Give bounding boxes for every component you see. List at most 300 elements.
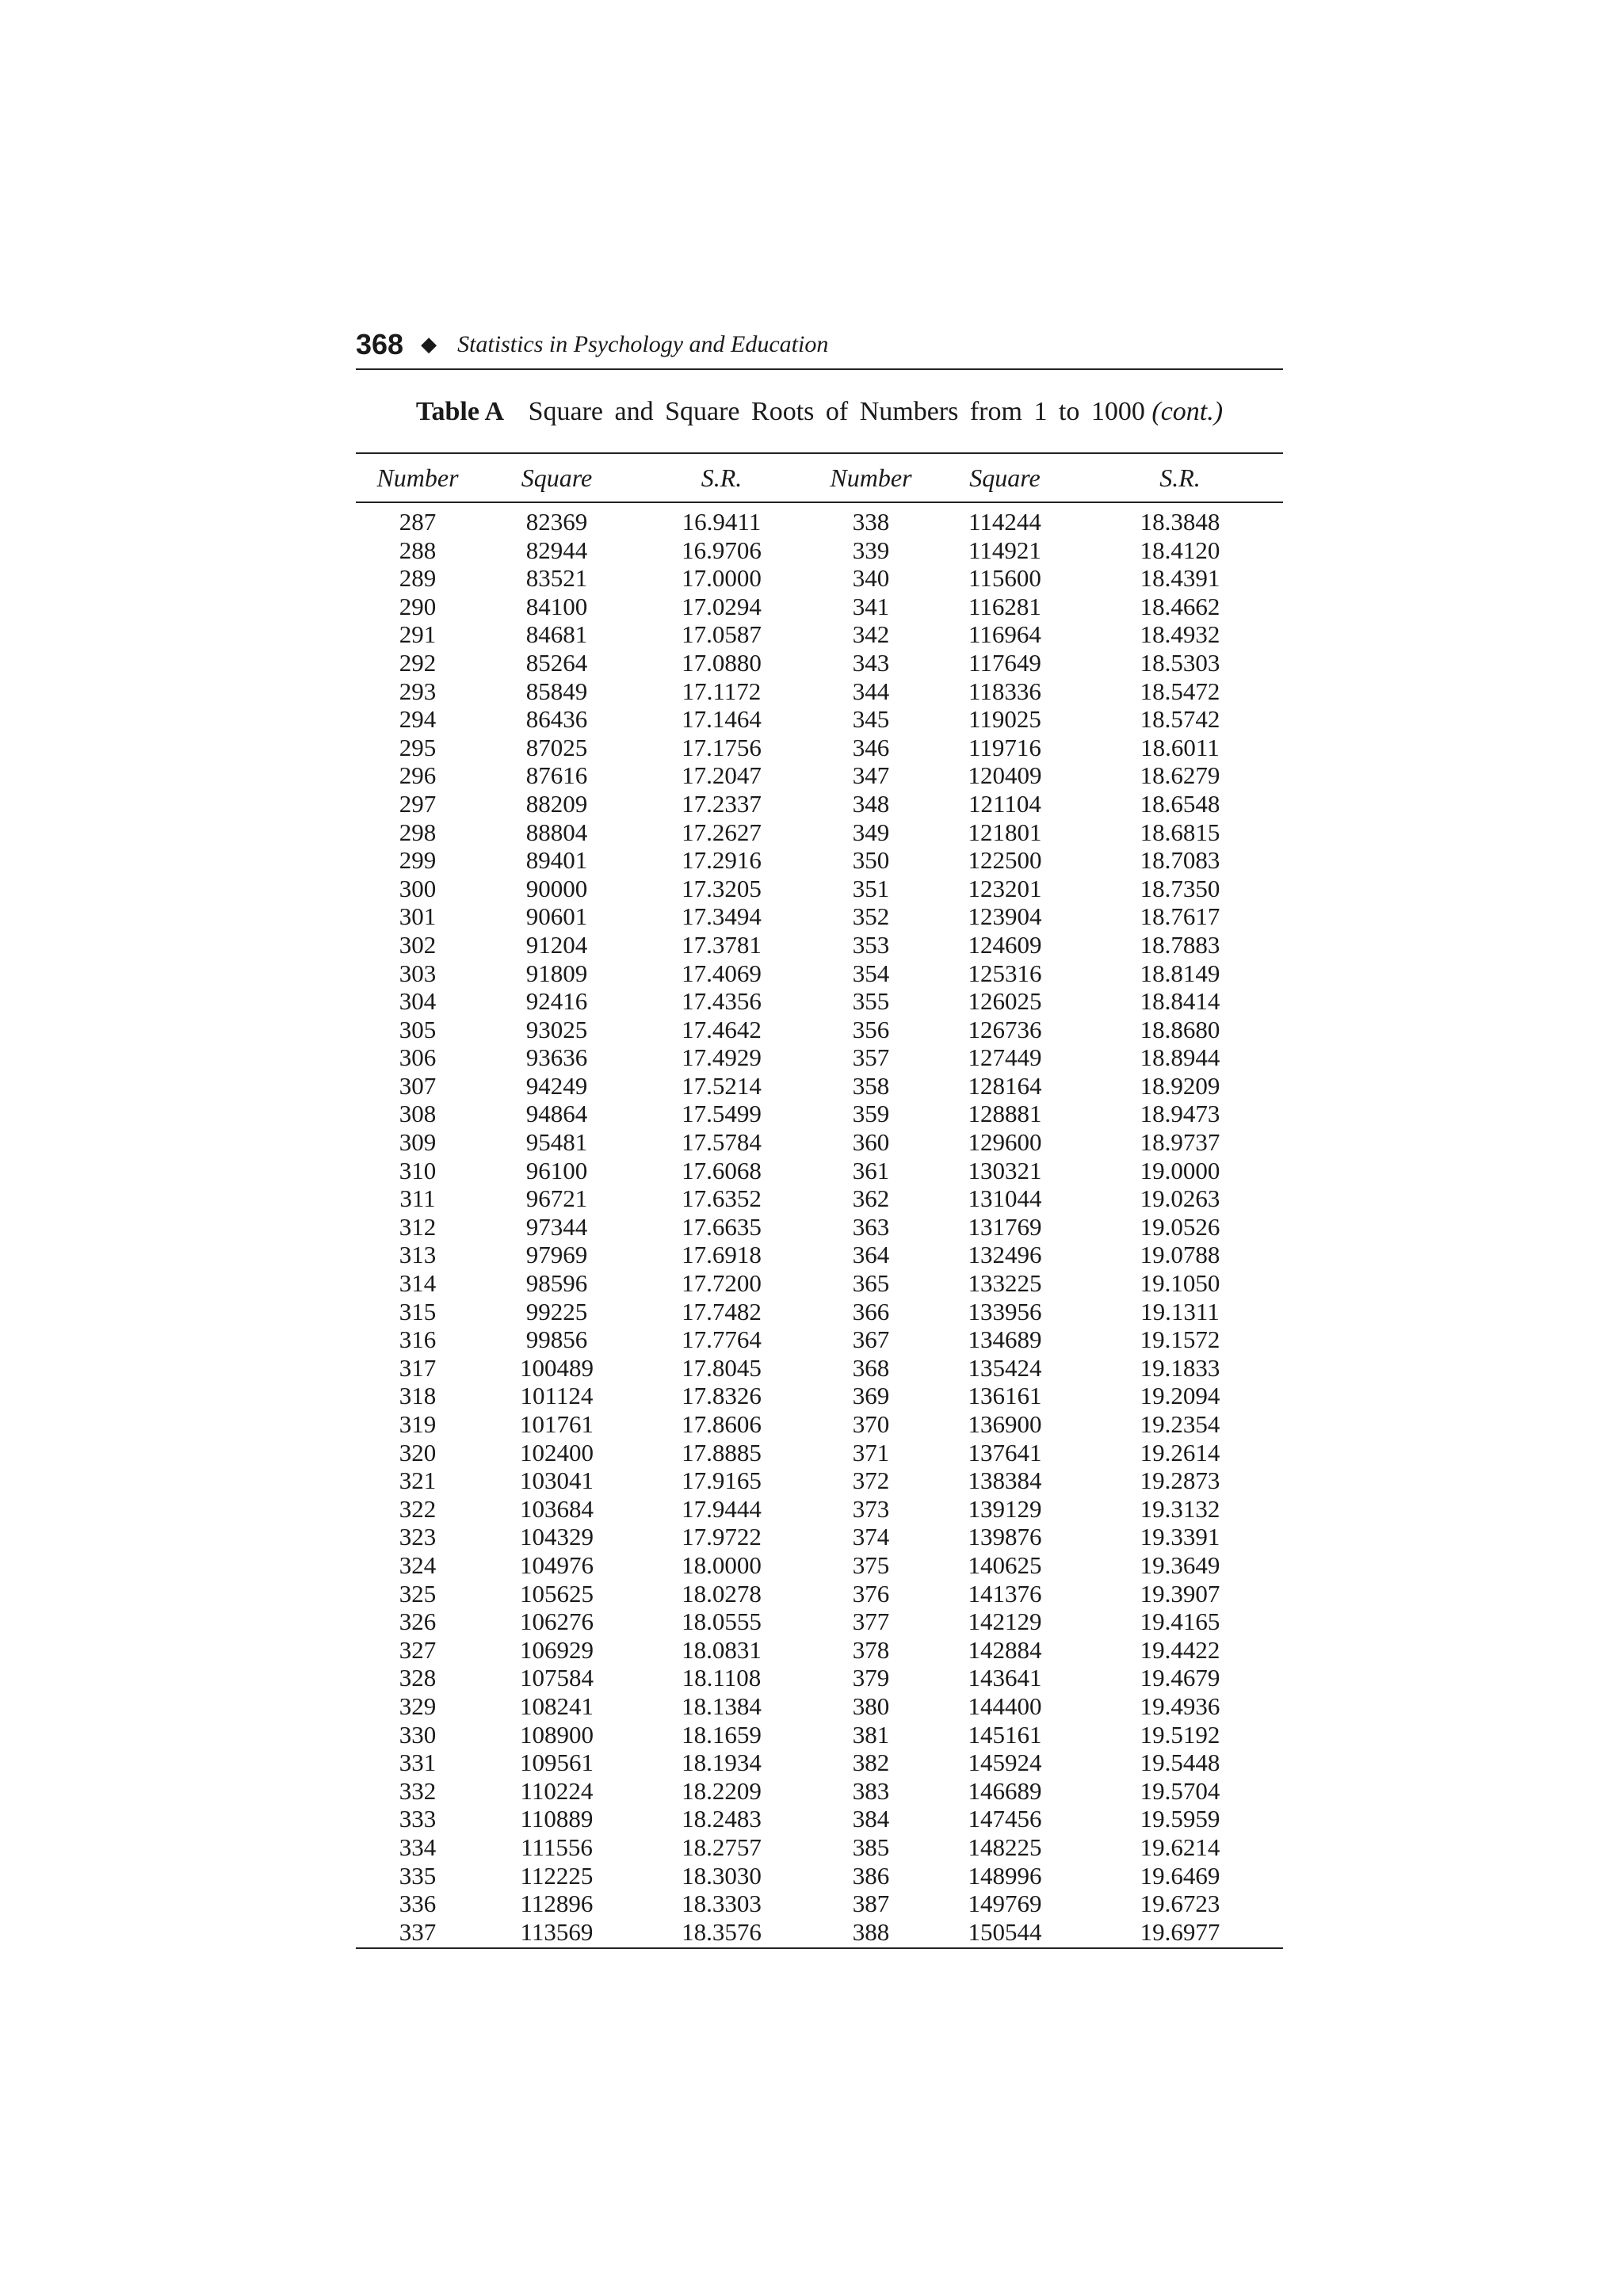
table-caption <box>356 392 1283 432</box>
number-cell: 305 <box>399 1015 437 1043</box>
square-cell: 131044 <box>968 1184 1042 1213</box>
table-row <box>356 1016 1283 1044</box>
table-row <box>356 649 1283 677</box>
sqrt-cell: 18.3848 <box>1140 508 1220 536</box>
number-cell: 388 <box>852 1917 890 1946</box>
sqrt-cell: 18.5742 <box>1140 705 1220 734</box>
sqrt-cell: 18.6011 <box>1140 733 1220 761</box>
table-row <box>356 1805 1283 1833</box>
sqrt-cell: 17.0587 <box>682 620 762 649</box>
table-row <box>356 1157 1283 1185</box>
sqrt-cell: 17.7200 <box>682 1269 762 1298</box>
table-row <box>356 1100 1283 1128</box>
header-sr-1: S.R. <box>634 453 809 502</box>
sqrt-cell: 17.8885 <box>682 1438 762 1466</box>
sqrt-cell: 19.2873 <box>1140 1466 1220 1495</box>
table-row <box>356 1608 1283 1636</box>
square-cell: 142884 <box>968 1635 1042 1664</box>
number-cell: 293 <box>399 677 437 705</box>
square-cell: 85849 <box>525 677 588 705</box>
square-cell: 98596 <box>525 1269 588 1298</box>
number-cell: 370 <box>852 1410 890 1438</box>
number-cell: 303 <box>399 959 437 987</box>
number-cell: 310 <box>399 1156 437 1184</box>
table-row <box>356 1664 1283 1692</box>
number-cell: 294 <box>399 705 437 734</box>
sqrt-cell: 19.6723 <box>1140 1890 1220 1918</box>
number-cell: 386 <box>852 1861 890 1890</box>
number-cell: 309 <box>399 1128 437 1157</box>
square-cell: 144400 <box>968 1691 1042 1720</box>
sqrt-cell: 17.1464 <box>682 705 762 734</box>
table-row <box>356 1862 1283 1890</box>
sqrt-cell: 17.4069 <box>682 959 762 987</box>
square-cell: 110224 <box>520 1776 594 1805</box>
table-row <box>356 875 1283 903</box>
table-row <box>356 1580 1283 1608</box>
square-cell: 147456 <box>968 1805 1042 1833</box>
square-cell: 135424 <box>968 1353 1042 1382</box>
square-cell: 128164 <box>968 1071 1042 1100</box>
number-cell: 342 <box>852 620 890 649</box>
square-cell: 136900 <box>968 1410 1042 1438</box>
square-cell: 109561 <box>519 1749 594 1777</box>
number-cell: 295 <box>399 733 437 761</box>
square-cell: 119716 <box>968 733 1041 761</box>
number-cell: 298 <box>399 818 437 846</box>
table-row <box>356 564 1283 593</box>
sqrt-cell: 19.5704 <box>1140 1776 1220 1805</box>
square-cell: 104976 <box>519 1550 594 1579</box>
square-cell: 127449 <box>968 1043 1042 1072</box>
square-cell: 89401 <box>525 846 588 875</box>
number-cell: 340 <box>852 564 890 593</box>
table-row <box>356 846 1283 875</box>
square-cell: 96100 <box>525 1156 588 1184</box>
square-cell: 85264 <box>525 648 588 677</box>
square-cell: 82369 <box>525 508 588 536</box>
sqrt-cell: 18.0555 <box>682 1608 762 1636</box>
sqrt-cell: 17.5784 <box>682 1128 762 1157</box>
table-row <box>356 1466 1283 1495</box>
sqrt-cell: 19.2354 <box>1140 1410 1220 1438</box>
number-cell: 290 <box>399 592 437 620</box>
number-cell: 351 <box>852 874 890 902</box>
running-head <box>356 321 1283 370</box>
number-cell: 296 <box>399 761 437 790</box>
sqrt-cell: 17.2337 <box>682 789 762 818</box>
table-caption-text: Square and Square Roots of Numbers from 1 to 1000 <box>528 397 1145 426</box>
sqrt-cell: 18.1108 <box>682 1664 762 1692</box>
sqrt-cell: 19.1572 <box>1140 1325 1220 1354</box>
square-cell: 115600 <box>968 564 1041 593</box>
header-sr-2: S.R. <box>1077 453 1283 502</box>
square-cell: 116964 <box>968 620 1041 649</box>
table-label: Table A <box>415 397 505 426</box>
sqrt-cell: 18.5472 <box>1140 677 1220 705</box>
square-cell: 108900 <box>519 1720 594 1749</box>
table-row <box>356 761 1283 790</box>
square-cell: 97969 <box>525 1241 588 1269</box>
number-cell: 311 <box>399 1184 436 1213</box>
number-cell: 288 <box>399 536 437 564</box>
square-cell: 119025 <box>968 705 1041 734</box>
sqrt-cell: 19.4679 <box>1140 1664 1220 1692</box>
table-row <box>356 1523 1283 1551</box>
sqrt-cell: 17.5214 <box>682 1071 762 1100</box>
sqrt-cell: 19.5959 <box>1140 1805 1220 1833</box>
square-cell: 130321 <box>968 1156 1042 1184</box>
square-cell: 113569 <box>520 1917 594 1946</box>
table-row <box>356 1439 1283 1467</box>
sqrt-cell: 17.2627 <box>682 818 762 846</box>
number-cell: 299 <box>399 846 437 875</box>
sqrt-cell: 18.4662 <box>1140 592 1220 620</box>
square-cell: 125316 <box>968 959 1042 987</box>
square-cell: 100489 <box>519 1353 594 1382</box>
number-cell: 337 <box>399 1917 437 1946</box>
number-cell: 376 <box>852 1579 890 1608</box>
number-cell: 365 <box>852 1269 890 1298</box>
square-cell: 114921 <box>968 536 1041 564</box>
sqrt-cell: 18.6815 <box>1140 818 1220 846</box>
number-cell: 348 <box>852 789 890 818</box>
sqrt-cell: 19.0788 <box>1140 1241 1220 1269</box>
header-square-2: Square <box>933 453 1077 502</box>
square-cell: 136161 <box>968 1382 1042 1410</box>
sqrt-cell: 18.3030 <box>682 1861 762 1890</box>
table-row <box>356 1918 1283 1949</box>
square-cell: 139129 <box>968 1494 1042 1523</box>
square-cell: 133956 <box>968 1297 1042 1325</box>
sqrt-cell: 19.5448 <box>1140 1749 1220 1777</box>
square-cell: 102400 <box>519 1438 594 1466</box>
sqrt-cell: 18.6548 <box>1140 789 1220 818</box>
number-cell: 357 <box>852 1043 890 1072</box>
number-cell: 383 <box>852 1776 890 1805</box>
sqrt-cell: 19.0526 <box>1140 1212 1220 1241</box>
table-row <box>356 502 1283 536</box>
square-cell: 124609 <box>968 930 1042 959</box>
sqrt-cell: 17.8326 <box>682 1382 762 1410</box>
number-cell: 291 <box>399 620 437 649</box>
number-cell: 371 <box>852 1438 890 1466</box>
sqrt-cell: 18.1384 <box>682 1691 762 1720</box>
number-cell: 360 <box>852 1128 890 1157</box>
sqrt-cell: 19.6469 <box>1140 1861 1220 1890</box>
square-cell: 84100 <box>525 592 588 620</box>
sqrt-cell: 19.4422 <box>1140 1635 1220 1664</box>
square-cell: 105625 <box>519 1579 594 1608</box>
number-cell: 326 <box>399 1608 437 1636</box>
square-cell: 83521 <box>525 564 588 593</box>
square-cell: 87025 <box>525 733 588 761</box>
number-cell: 333 <box>399 1805 437 1833</box>
number-cell: 367 <box>852 1325 890 1354</box>
sqrt-cell: 19.1050 <box>1140 1269 1220 1298</box>
number-cell: 331 <box>399 1749 437 1777</box>
table-row <box>356 1551 1283 1580</box>
square-cell: 122500 <box>968 846 1042 875</box>
sqrt-cell: 19.3132 <box>1140 1494 1220 1523</box>
square-cell: 94864 <box>525 1100 588 1128</box>
table-row <box>356 705 1283 734</box>
table-row <box>356 1072 1283 1100</box>
table-row <box>356 790 1283 818</box>
sqrt-cell: 17.6635 <box>682 1212 762 1241</box>
square-cell: 128881 <box>968 1100 1042 1128</box>
sqrt-cell: 18.4932 <box>1140 620 1220 649</box>
square-cell: 84681 <box>525 620 588 649</box>
number-cell: 292 <box>399 648 437 677</box>
square-cell: 93025 <box>525 1015 588 1043</box>
table-row <box>356 1749 1283 1777</box>
table-row <box>356 987 1283 1016</box>
sqrt-cell: 18.3576 <box>682 1917 762 1946</box>
sqrt-cell: 18.8414 <box>1140 987 1220 1016</box>
square-cell: 95481 <box>525 1128 588 1157</box>
sqrt-cell: 17.0294 <box>682 592 762 620</box>
number-cell: 377 <box>852 1608 890 1636</box>
number-cell: 380 <box>852 1691 890 1720</box>
number-cell: 374 <box>852 1523 890 1551</box>
number-cell: 345 <box>852 705 890 734</box>
square-cell: 112896 <box>520 1890 594 1918</box>
header-number-1: Number <box>356 453 479 502</box>
number-cell: 381 <box>852 1720 890 1749</box>
square-cell: 132496 <box>968 1241 1042 1269</box>
number-cell: 329 <box>399 1691 437 1720</box>
table-row <box>356 1636 1283 1665</box>
square-cell: 129600 <box>968 1128 1042 1157</box>
number-cell: 350 <box>852 846 890 875</box>
sqrt-cell: 17.8606 <box>682 1410 762 1438</box>
sqrt-cell: 17.8045 <box>682 1353 762 1382</box>
square-cell: 91809 <box>525 959 588 987</box>
square-cell: 103041 <box>519 1466 594 1495</box>
square-cell: 91204 <box>525 930 588 959</box>
square-cell: 143641 <box>968 1664 1042 1692</box>
square-cell: 141376 <box>968 1579 1042 1608</box>
table-row <box>356 1298 1283 1326</box>
number-cell: 361 <box>852 1156 890 1184</box>
sqrt-cell: 17.9722 <box>682 1523 762 1551</box>
square-cell: 103684 <box>519 1494 594 1523</box>
number-cell: 314 <box>399 1269 437 1298</box>
number-cell: 327 <box>399 1635 437 1664</box>
square-cell: 110889 <box>520 1805 594 1833</box>
square-cell: 93636 <box>525 1043 588 1072</box>
square-cell: 94249 <box>525 1071 588 1100</box>
number-cell: 287 <box>399 508 437 536</box>
number-cell: 363 <box>852 1212 890 1241</box>
square-cell: 108241 <box>519 1691 594 1720</box>
table-row <box>356 593 1283 621</box>
sqrt-cell: 18.7083 <box>1140 846 1220 875</box>
square-cell: 150544 <box>968 1917 1042 1946</box>
sqrt-cell: 18.8680 <box>1140 1015 1220 1043</box>
number-cell: 368 <box>852 1353 890 1382</box>
sqrt-cell: 17.3205 <box>682 874 762 902</box>
sqrt-cell: 17.0880 <box>682 648 762 677</box>
table-row <box>356 620 1283 649</box>
table-row <box>356 1213 1283 1241</box>
number-cell: 312 <box>399 1212 437 1241</box>
square-cell: 139876 <box>968 1523 1042 1551</box>
number-cell: 307 <box>399 1071 437 1100</box>
number-cell: 324 <box>399 1550 437 1579</box>
number-cell: 369 <box>852 1382 890 1410</box>
sqrt-cell: 19.2614 <box>1140 1438 1220 1466</box>
book-title: Statistics in Psychology and Education <box>457 331 829 357</box>
table-row <box>356 1777 1283 1806</box>
table-row <box>356 902 1283 931</box>
sqrt-cell: 19.0263 <box>1140 1184 1220 1213</box>
sqrt-cell: 18.0278 <box>682 1579 762 1608</box>
number-cell: 343 <box>852 648 890 677</box>
page <box>356 321 1283 1949</box>
square-cell: 106929 <box>519 1635 594 1664</box>
number-cell: 330 <box>399 1720 437 1749</box>
number-cell: 352 <box>852 902 890 931</box>
sqrt-cell: 19.3649 <box>1140 1550 1220 1579</box>
sqrt-cell: 18.7617 <box>1140 902 1220 931</box>
sqrt-cell: 18.4391 <box>1140 564 1220 593</box>
table-row <box>356 1325 1283 1354</box>
number-cell: 354 <box>852 959 890 987</box>
number-cell: 338 <box>852 508 890 536</box>
number-cell: 339 <box>852 536 890 564</box>
table-row <box>356 959 1283 988</box>
number-cell: 316 <box>399 1325 437 1354</box>
table-row <box>356 1354 1283 1383</box>
sqrt-cell: 18.7350 <box>1140 874 1220 902</box>
sqrt-cell: 18.2483 <box>682 1805 762 1833</box>
number-cell: 322 <box>399 1494 437 1523</box>
square-cell: 134689 <box>968 1325 1042 1354</box>
number-cell: 336 <box>399 1890 437 1918</box>
square-cell: 126736 <box>968 1015 1042 1043</box>
sqrt-cell: 18.2209 <box>682 1776 762 1805</box>
number-cell: 373 <box>852 1494 890 1523</box>
square-cell: 88209 <box>525 789 588 818</box>
table-row <box>356 1241 1283 1269</box>
square-cell: 87616 <box>525 761 588 790</box>
number-cell: 382 <box>852 1749 890 1777</box>
sqrt-cell: 17.9444 <box>682 1494 762 1523</box>
number-cell: 372 <box>852 1466 890 1495</box>
table-row <box>356 931 1283 959</box>
sqrt-cell: 17.6352 <box>682 1184 762 1213</box>
table-row <box>356 536 1283 565</box>
sqrt-cell: 17.0000 <box>682 564 762 593</box>
sqrt-cell: 18.1934 <box>682 1749 762 1777</box>
sqrt-cell: 19.3391 <box>1140 1523 1220 1551</box>
number-cell: 301 <box>399 902 437 931</box>
sqrt-cell: 17.5499 <box>682 1100 762 1128</box>
square-cell: 145924 <box>968 1749 1042 1777</box>
number-cell: 325 <box>399 1579 437 1608</box>
table-row <box>356 1692 1283 1721</box>
sqrt-cell: 17.6068 <box>682 1156 762 1184</box>
number-cell: 317 <box>399 1353 437 1382</box>
number-cell: 378 <box>852 1635 890 1664</box>
sqrt-cell: 19.0000 <box>1140 1156 1220 1184</box>
number-cell: 387 <box>852 1890 890 1918</box>
table-row <box>356 1833 1283 1862</box>
sqrt-cell: 17.9165 <box>682 1466 762 1495</box>
sqrt-cell: 19.1311 <box>1140 1297 1220 1325</box>
number-cell: 334 <box>399 1833 437 1861</box>
sqrt-cell: 18.2757 <box>682 1833 762 1861</box>
diamond-icon: ◆ <box>421 333 437 356</box>
table-row <box>356 1269 1283 1298</box>
sqrt-cell: 18.8944 <box>1140 1043 1220 1072</box>
sqrt-cell: 18.6279 <box>1140 761 1220 790</box>
number-cell: 379 <box>852 1664 890 1692</box>
number-cell: 300 <box>399 874 437 902</box>
square-cell: 116281 <box>968 592 1041 620</box>
sqrt-cell: 17.1756 <box>682 733 762 761</box>
square-cell: 120409 <box>968 761 1042 790</box>
table-row <box>356 734 1283 762</box>
square-cell: 117649 <box>968 648 1041 677</box>
square-cell: 92416 <box>525 987 588 1016</box>
number-cell: 318 <box>399 1382 437 1410</box>
sqrt-cell: 18.0000 <box>682 1550 762 1579</box>
square-cell: 149769 <box>968 1890 1042 1918</box>
table-header-row <box>356 453 1283 502</box>
header-number-2: Number <box>809 453 933 502</box>
header-square-1: Square <box>479 453 634 502</box>
square-cell: 111556 <box>521 1833 593 1861</box>
square-cell: 148996 <box>968 1861 1042 1890</box>
number-cell: 358 <box>852 1071 890 1100</box>
number-cell: 328 <box>399 1664 437 1692</box>
number-cell: 344 <box>852 677 890 705</box>
number-cell: 375 <box>852 1550 890 1579</box>
sqrt-cell: 18.3303 <box>682 1890 762 1918</box>
number-cell: 323 <box>399 1523 437 1551</box>
square-cell: 101761 <box>519 1410 594 1438</box>
square-cell: 121104 <box>968 789 1041 818</box>
square-cell: 112225 <box>520 1861 594 1890</box>
table-row <box>356 1382 1283 1410</box>
number-cell: 319 <box>399 1410 437 1438</box>
number-cell: 347 <box>852 761 890 790</box>
number-cell: 364 <box>852 1241 890 1269</box>
number-cell: 341 <box>852 592 890 620</box>
sqrt-cell: 17.4929 <box>682 1043 762 1072</box>
square-cell: 90601 <box>525 902 588 931</box>
number-cell: 306 <box>399 1043 437 1072</box>
square-cell: 96721 <box>525 1184 588 1213</box>
square-cell: 123904 <box>968 902 1042 931</box>
table-row <box>356 818 1283 847</box>
square-cell: 140625 <box>968 1550 1042 1579</box>
square-cell: 101124 <box>520 1382 594 1410</box>
sqrt-cell: 18.5303 <box>1140 648 1220 677</box>
square-cell: 126025 <box>968 987 1042 1016</box>
number-cell: 332 <box>399 1776 437 1805</box>
number-cell: 359 <box>852 1100 890 1128</box>
number-cell: 385 <box>852 1833 890 1861</box>
sqrt-cell: 19.3907 <box>1140 1579 1220 1608</box>
sqrt-cell: 17.3781 <box>682 930 762 959</box>
square-cell: 88804 <box>525 818 588 846</box>
square-cell: 133225 <box>968 1269 1042 1298</box>
square-cell: 118336 <box>968 677 1041 705</box>
